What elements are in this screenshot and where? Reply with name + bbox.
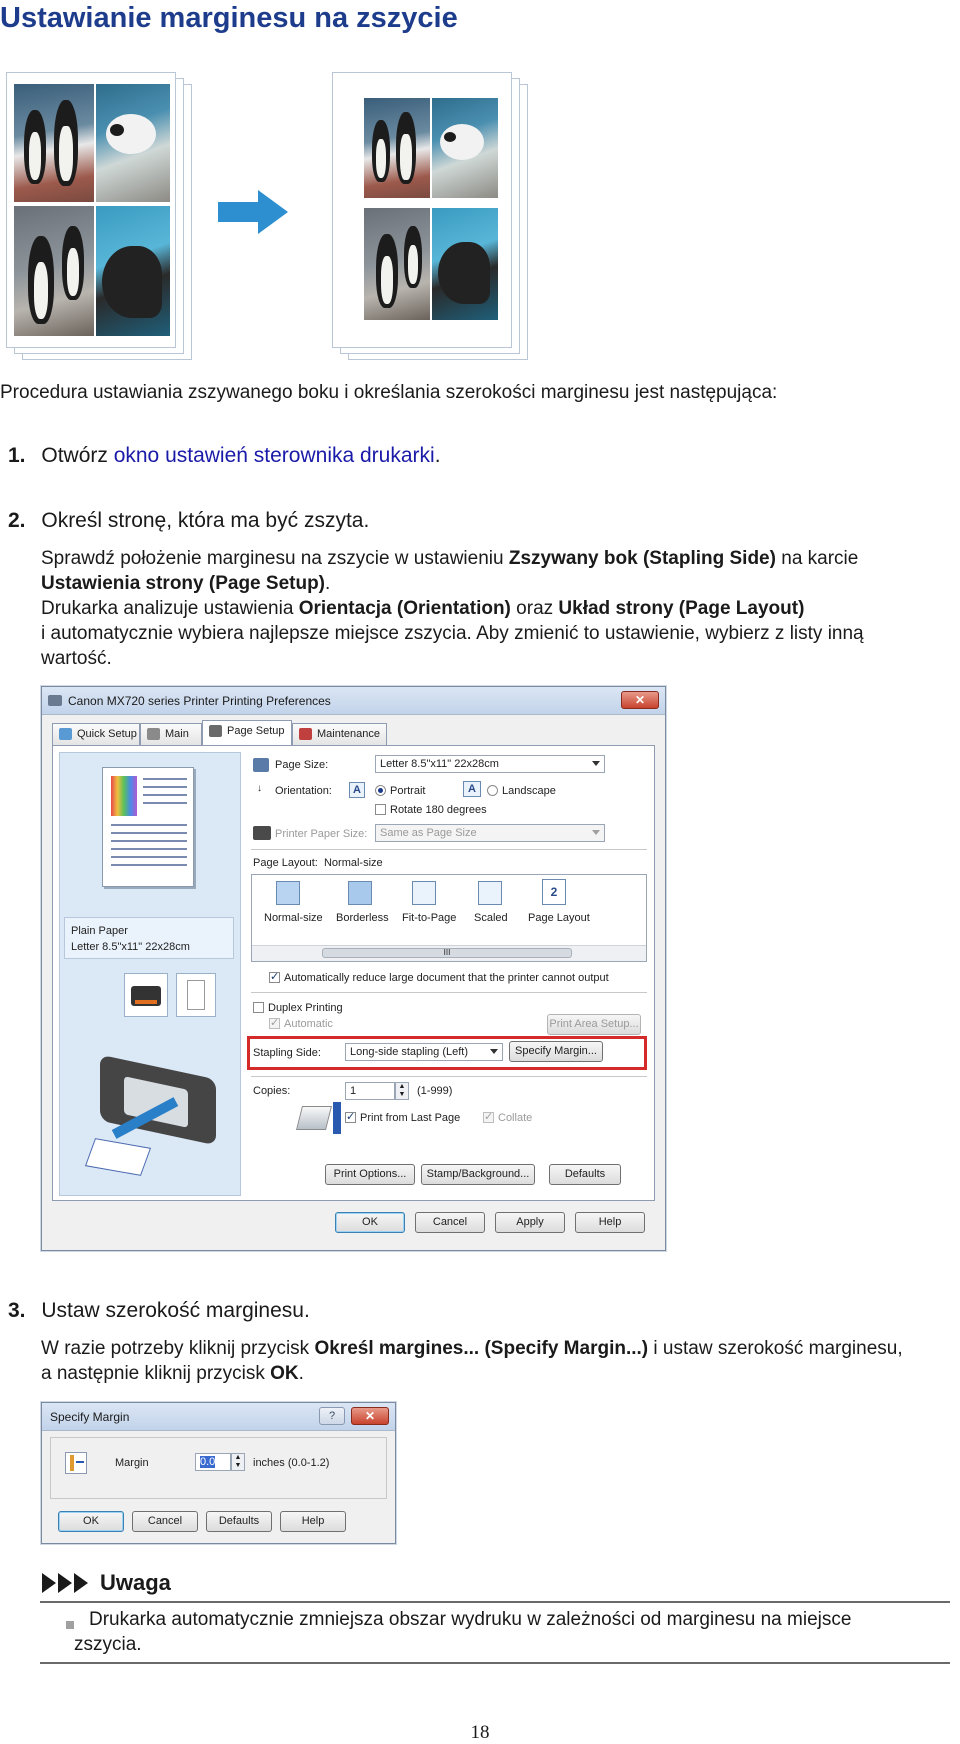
- chevron-down-icon: [490, 1049, 498, 1054]
- scaled-icon[interactable]: [478, 881, 502, 905]
- page-layout-icon[interactable]: 2: [542, 879, 566, 905]
- printing-preferences-dialog: [41, 686, 666, 1251]
- print-from-last-page-checkbox[interactable]: [345, 1112, 356, 1123]
- normal-size-icon[interactable]: [276, 881, 300, 905]
- landscape-label: Landscape: [502, 785, 556, 797]
- page-size-icon: [253, 758, 269, 772]
- page-setup-icon: [209, 725, 222, 737]
- rotate-180-checkbox[interactable]: [375, 804, 386, 815]
- auto-reduce-checkbox[interactable]: [269, 972, 280, 983]
- preview-image: [111, 776, 137, 816]
- tab-label: Maintenance: [317, 728, 380, 740]
- tab-label: Main: [165, 728, 189, 740]
- dialog-title: Canon MX720 series Printer Printing Preferences: [68, 694, 331, 708]
- print-options-button[interactable]: Print Options...: [325, 1164, 415, 1185]
- photo-penguins: [14, 84, 94, 202]
- step-2-paragraph-1: Sprawdź położenie marginesu na zszycie w ustawieniu Zszywany bok (Stapling Side) na karcie Ustawienia strony (Page Setup).: [41, 548, 859, 594]
- step-title: Ustaw szerokość marginesu.: [41, 1299, 310, 1322]
- automatic-label: Automatic: [284, 1018, 333, 1030]
- photo-penguins: [364, 98, 430, 198]
- copies-range: (1-999): [417, 1085, 453, 1097]
- page-order-icon: [333, 1102, 341, 1134]
- page-number: 18: [470, 1722, 490, 1743]
- step-number: 3.: [8, 1299, 26, 1322]
- page-title: Ustawianie marginesu na zszycie: [0, 2, 458, 34]
- page-preview: [102, 767, 194, 887]
- layout-option-normal-size[interactable]: Normal-size: [264, 912, 323, 924]
- stapling-side-select[interactable]: [345, 1043, 503, 1061]
- defaults-button[interactable]: Defaults: [206, 1511, 272, 1532]
- chevron-down-icon: [592, 761, 600, 766]
- intro-text: Procedura ustawiania zszywanego boku i określania szerokości marginesu jest następująca:: [0, 382, 778, 403]
- tab-main[interactable]: [140, 723, 202, 745]
- duplex-checkbox[interactable]: [253, 1002, 264, 1013]
- step-number: 2.: [8, 509, 26, 532]
- copies-spinner-icon[interactable]: ▲ ▼: [395, 1082, 409, 1100]
- photo-seal: [432, 208, 498, 320]
- tab-label: Quick Setup: [77, 728, 137, 740]
- preview-pane: [59, 752, 241, 1196]
- portrait-label: Portrait: [390, 785, 426, 797]
- specify-margin-button[interactable]: Specify Margin...: [509, 1041, 603, 1062]
- main-icon: [147, 728, 160, 740]
- apply-button[interactable]: Apply: [495, 1212, 565, 1233]
- fit-to-page-icon[interactable]: [412, 881, 436, 905]
- step-title-suffix: .: [434, 444, 441, 467]
- help-icon[interactable]: ?: [319, 1407, 345, 1425]
- ok-button[interactable]: OK: [335, 1212, 405, 1233]
- print-from-last-page-label: Print from Last Page: [360, 1112, 461, 1124]
- step-title: Otwórz: [41, 444, 114, 467]
- combo-value: Same as Page Size: [380, 827, 477, 839]
- tab-page-setup[interactable]: [202, 720, 292, 745]
- paper-sheet: [85, 1138, 151, 1176]
- page-size-label: Page Size:: [275, 759, 329, 771]
- ok-button[interactable]: OK: [58, 1511, 124, 1532]
- margin-label: Margin: [115, 1457, 149, 1469]
- dialog-titlebar: [42, 1403, 395, 1431]
- photo-seal: [96, 206, 170, 336]
- photo-penguins-2: [14, 206, 94, 336]
- landscape-radio[interactable]: [487, 785, 498, 796]
- paper-type-text: Plain Paper: [71, 925, 128, 937]
- margin-input[interactable]: [195, 1453, 231, 1471]
- photo-panda: [432, 98, 498, 198]
- margin-group: [50, 1437, 387, 1499]
- step-1: [8, 443, 441, 469]
- step-3-paragraph: W razie potrzeby kliknij przycisk Określ margines... (Specify Margin...) i ustaw szerokość marginesu, a następnie kliknij przycisk OK.: [41, 1338, 903, 1384]
- horizontal-scrollbar[interactable]: [252, 945, 646, 961]
- stapling-side-label: Stapling Side:: [253, 1047, 321, 1059]
- step-2-paragraph-2: Drukarka analizuje ustawienia Orientacja (Orientation) oraz Układ strony (Page Layout) i automatycznie wybiera najlepsze miejsce zszycia. Aby zmienić to ustawienie, wybierz z listy inną wartość.: [41, 598, 864, 669]
- printer-status-icon: [124, 973, 168, 1017]
- portrait-radio[interactable]: [375, 785, 386, 796]
- step-number: 1.: [8, 444, 26, 467]
- duplex-label: Duplex Printing: [268, 1002, 343, 1014]
- note-text: Drukarka automatycznie zmniejsza obszar wydruku w zależności od marginesu na miejsce zszycia.: [74, 1609, 852, 1655]
- maintenance-icon: [299, 728, 312, 740]
- cancel-button[interactable]: Cancel: [132, 1511, 198, 1532]
- printer-paper-size-label: Printer Paper Size:: [275, 828, 368, 840]
- stamp-background-button[interactable]: Stamp/Background...: [421, 1164, 535, 1185]
- tab-maintenance[interactable]: [292, 723, 387, 745]
- rotate-180-label: Rotate 180 degrees: [390, 804, 487, 816]
- step-title: Określ stronę, która ma być zszyta.: [41, 509, 370, 532]
- page-layout-list: [251, 874, 647, 962]
- arrow-down-icon: ↓: [257, 783, 262, 794]
- layout-option-scaled[interactable]: Scaled: [474, 912, 508, 924]
- dialog-title: Specify Margin: [50, 1410, 130, 1424]
- printer-paper-size-select[interactable]: [375, 824, 605, 842]
- copies-label: Copies:: [253, 1085, 291, 1097]
- print-area-setup-button[interactable]: Print Area Setup...: [547, 1014, 641, 1035]
- landscape-icon: A: [463, 781, 481, 797]
- close-button[interactable]: ✕: [351, 1407, 389, 1425]
- copies-input[interactable]: [345, 1082, 395, 1100]
- help-button[interactable]: Help: [280, 1511, 346, 1532]
- copies-value: 1: [350, 1085, 357, 1097]
- borderless-icon[interactable]: [348, 881, 372, 905]
- portrait-icon: A: [349, 782, 365, 798]
- step-3: [8, 1298, 310, 1324]
- chevron-down-icon: [592, 830, 600, 835]
- step-2: [8, 508, 369, 534]
- page-layout-label: Page Layout: Normal-size: [253, 857, 383, 869]
- automatic-checkbox[interactable]: [269, 1018, 280, 1029]
- bullet-icon: [66, 1621, 74, 1629]
- tab-quick-setup[interactable]: [52, 723, 140, 745]
- auto-reduce-label: Automatically reduce large document that the printer cannot output: [284, 972, 609, 984]
- combo-value: Long-side stapling (Left): [350, 1046, 469, 1058]
- copies-stack-icon: [296, 1106, 332, 1130]
- paper-info: [64, 917, 234, 959]
- layout-option-borderless[interactable]: Borderless: [336, 912, 389, 924]
- printer-paper-icon: [253, 826, 271, 840]
- note-top-rule: [40, 1601, 950, 1603]
- paper-source-icon: [176, 973, 216, 1017]
- layout-option-fit-to-page[interactable]: Fit-to-Page: [402, 912, 457, 924]
- margin-units: inches (0.0-1.2): [253, 1457, 330, 1469]
- margin-spinner-icon[interactable]: ▲ ▼: [231, 1453, 245, 1471]
- note-bottom-rule: [40, 1662, 950, 1664]
- defaults-button[interactable]: Defaults: [549, 1164, 621, 1185]
- dialog-titlebar: [42, 687, 665, 715]
- page-setup-panel: [52, 745, 655, 1201]
- combo-value: Letter 8.5"x11" 22x28cm: [380, 758, 499, 770]
- margin-value: 0.0: [200, 1456, 216, 1468]
- tab-label: Page Setup: [227, 725, 285, 737]
- margin-icon: [65, 1452, 87, 1474]
- layout-option-page-layout[interactable]: Page Layout: [528, 912, 590, 924]
- photo-penguins-2: [364, 208, 430, 320]
- paper-size-text: Letter 8.5"x11" 22x28cm: [71, 941, 190, 953]
- collate-checkbox[interactable]: [483, 1112, 494, 1123]
- page-size-select[interactable]: [375, 755, 605, 773]
- scrollbar-thumb[interactable]: III: [322, 948, 572, 958]
- quick-setup-icon: [59, 728, 72, 740]
- collate-label: Collate: [498, 1112, 533, 1124]
- specify-margin-dialog: [41, 1402, 396, 1544]
- orientation-label: Orientation:: [275, 785, 332, 797]
- note-heading: Uwaga: [100, 1570, 171, 1595]
- cancel-button[interactable]: Cancel: [415, 1212, 485, 1233]
- photo-panda: [96, 84, 170, 202]
- printer-icon: [48, 695, 62, 706]
- close-button[interactable]: ✕: [621, 691, 659, 709]
- help-button[interactable]: Help: [575, 1212, 645, 1233]
- driver-settings-link[interactable]: okno ustawień sterownika drukarki: [113, 444, 435, 467]
